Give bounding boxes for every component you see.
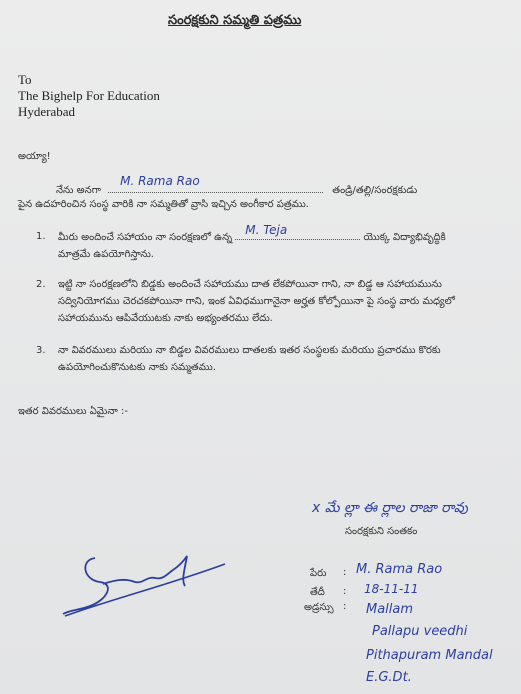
other-details-label: ఇతర వివరములు ఏమైనా :- [18, 406, 128, 417]
guardian-signature: x మే ల్లా ఈ ర్లాల రాజా రావు [312, 500, 468, 516]
left-signature-scrawl [55, 540, 240, 620]
guardian-name-field [108, 174, 323, 193]
address-line-1: Mallam [366, 602, 414, 617]
point-2-text: ఇట్టి నా సంరక్షణలోని బిడ్డకు అందించే సహాయము దాత లేకపోయినా గాని, నా బిడ్డ ఆ సహాయమును సద్వినియోగము చెరచకపోయినా గాని, ఇంక ఏవిధముగానైనా అర్హత కోల్పోయినా పై సంస్థ వారు మధ్యలో సహాయమును ఆపివేయుటకు నాకు అభ్యంతరము లేదు. [58, 279, 455, 324]
intro-line-1 [56, 174, 418, 198]
details-date-label: తేదీ [310, 587, 325, 598]
salutation: అయ్యా! [18, 151, 51, 162]
details-address-colon: : [343, 601, 347, 612]
address-org: The Bighelp For Education [18, 88, 160, 103]
point-3 [36, 342, 476, 376]
point-2 [36, 276, 476, 327]
details-date-value: 18-11-11 [364, 582, 419, 596]
intro-prefix: నేను అనగా [56, 185, 101, 196]
details-address-label: అడ్రస్సు [304, 602, 334, 613]
point-3-text: నా వివరములు మరియు నా బిడ్డల వివరములు దాతలకు ఇతర సంస్థలకు మరియు ప్రచారము కొరకు ఉపయోగించుకొనుటకు నాకు సమ్మతము. [58, 345, 441, 373]
guardian-name-handwritten: M. Rama Rao [120, 174, 200, 188]
address-to: To [18, 72, 32, 87]
details-name-colon: : [343, 567, 347, 578]
details-name-label: పేరు [310, 568, 327, 579]
address-line-3: Pithapuram Mandal [366, 648, 493, 663]
child-name-field [235, 223, 360, 240]
child-name-handwritten: M. Teja [245, 223, 288, 237]
intro-line-2: పైన ఉదహరించిన సంస్థ వారికి నా సమ్మతితో వ్రాసి ఇచ్చిన అంగీకార పత్రము. [18, 199, 309, 210]
point-2-number: 2. [36, 279, 46, 290]
point-1 [36, 223, 476, 263]
point-1-part2: యొక్క విద్యాభివృద్ధికి మాత్రమే ఉపయోగిస్తాను. [58, 232, 446, 260]
address-line-2: Pallapu veedhi [372, 624, 468, 639]
details-name-value: M. Rama Rao [356, 562, 443, 577]
guardian-signature-label: సంరక్షకుని సంతకం [345, 526, 418, 537]
address-city: Hyderabad [18, 104, 76, 119]
point-1-number: 1. [36, 231, 46, 242]
point-3-number: 3. [36, 345, 46, 356]
page-title: సంరక్షకుని సమ్మతి పత్రము [168, 13, 302, 28]
intro-suffix: తండ్రి/తల్లి/సంరక్షకుడు [332, 185, 418, 196]
details-date-colon: : [343, 586, 347, 597]
point-1-part1: మీరు అందించే సహాయం నా సంరక్షణలో ఉన్న [58, 232, 233, 243]
address-line-4: E.G.Dt. [366, 670, 412, 685]
